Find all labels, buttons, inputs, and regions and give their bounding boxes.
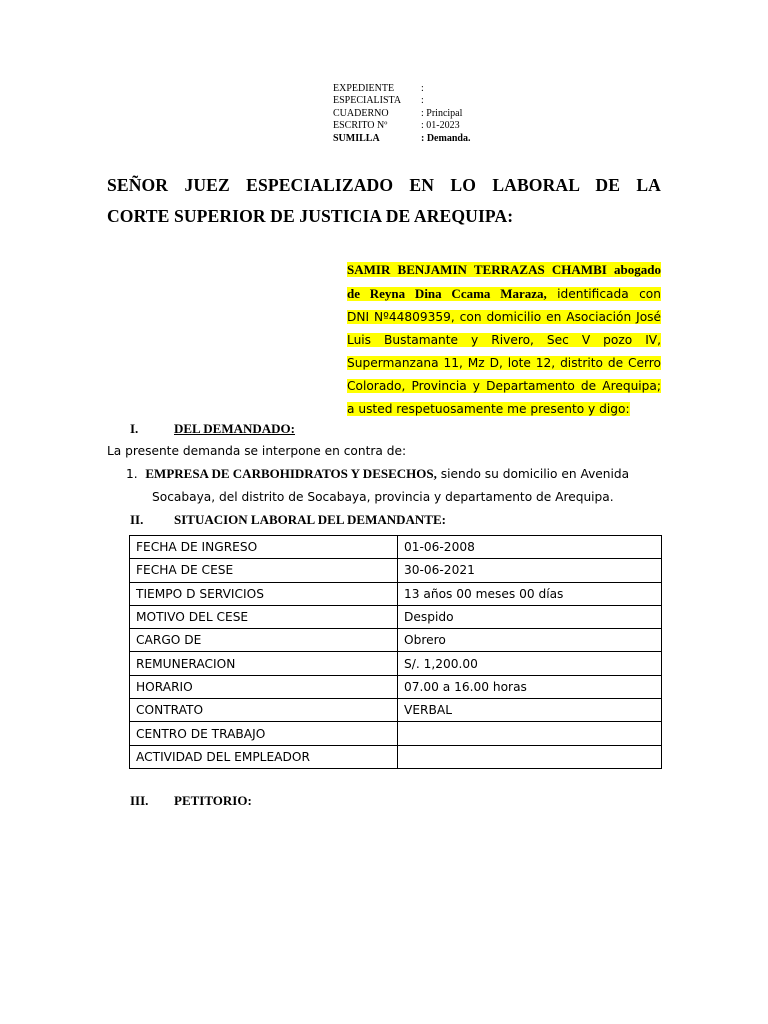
section-number: III. <box>130 793 149 808</box>
header-value: : <box>421 83 424 94</box>
table-cell-value: VERBAL <box>398 699 662 722</box>
header-value: : 01-2023 <box>421 120 460 132</box>
header-row-especialista <box>333 95 470 107</box>
table-cell-value <box>398 722 662 745</box>
section-label: PETITORIO: <box>174 793 252 808</box>
section-number: I. <box>130 421 139 436</box>
table-cell-label: CONTRATO <box>130 699 398 722</box>
header-row-escrito <box>333 120 470 132</box>
list-item-defendant <box>126 466 629 482</box>
demand-intro-text: La presente demanda se interpone en contra de: <box>107 444 407 458</box>
intro-line-1: SAMIR BENJAMIN TERRAZAS CHAMBI abogado <box>347 262 661 277</box>
table-cell-value: Obrero <box>398 629 662 652</box>
intro-line-5: Supermanzana 11, Mz D, lote 12, distrito de Cerro <box>347 356 661 370</box>
header-row-cuaderno <box>333 108 470 120</box>
table-cell-label: TIEMPO D SERVICIOS <box>130 582 398 605</box>
intro-line-2-rest: identificada con <box>546 287 661 301</box>
document-title <box>107 170 661 232</box>
header-key: CUADERNO <box>333 107 389 119</box>
defendant-name: EMPRESA DE CARBOHIDRATOS Y DESECHOS, <box>145 466 437 481</box>
table-cell-label: FECHA DE INGRESO <box>130 536 398 559</box>
table-cell-label: REMUNERACION <box>130 652 398 675</box>
intro-line-3: DNI Nº44809359, con domicilio en Asociación José <box>347 310 661 324</box>
intro-line-7: a usted respetuosamente me presento y digo: <box>347 402 630 416</box>
table-cell-label: FECHA DE CESE <box>130 559 398 582</box>
header-key: ESCRITO Nº <box>333 120 388 132</box>
table-row <box>130 675 662 698</box>
intro-client-name: de Reyna Dina Ccama Maraza, <box>347 286 547 301</box>
table-row <box>130 652 662 675</box>
table-row <box>130 722 662 745</box>
table-cell-label: ACTIVIDAD DEL EMPLEADOR <box>130 745 398 768</box>
header-value: : <box>421 95 424 107</box>
table-cell-label: HORARIO <box>130 675 398 698</box>
section-label: DEL DEMANDADO: <box>174 421 295 436</box>
table-row <box>130 745 662 768</box>
employment-situation-table <box>129 535 662 769</box>
table-cell-value: S/. 1,200.00 <box>398 652 662 675</box>
table-cell-value: 30-06-2021 <box>398 559 662 582</box>
table-row <box>130 559 662 582</box>
header-key: EXPEDIENTE <box>333 83 395 94</box>
table-row <box>130 629 662 652</box>
header-row-sumilla <box>333 133 470 145</box>
intro-paragraph <box>347 258 661 421</box>
intro-line-6: Colorado, Provincia y Departamento de Arequipa; <box>347 379 661 393</box>
case-header <box>333 83 470 145</box>
table-cell-label: MOTIVO DEL CESE <box>130 605 398 628</box>
table-cell-label: CENTRO DE TRABAJO <box>130 722 398 745</box>
table-cell-value: 13 años 00 meses 00 días <box>398 582 662 605</box>
table-row <box>130 699 662 722</box>
defendant-address-continued: Socabaya, del distrito de Socabaya, provincia y departamento de Arequipa. <box>152 490 614 504</box>
header-key: ESPECIALISTA <box>333 95 402 107</box>
intro-line-4: Luis Bustamante y Rivero, Sec V pozo IV, <box>347 333 661 347</box>
title-line-1: SEÑOR JUEZ ESPECIALIZADO EN LO LABORAL DE LA <box>107 175 661 195</box>
header-row-expediente <box>333 83 470 95</box>
list-item-number: 1. <box>126 467 138 481</box>
table-cell-value: Despido <box>398 605 662 628</box>
title-line-2: CORTE SUPERIOR DE JUSTICIA DE AREQUIPA: <box>107 206 514 226</box>
table-row <box>130 605 662 628</box>
table-cell-value: 07.00 a 16.00 horas <box>398 675 662 698</box>
header-value: : Principal <box>421 107 463 119</box>
table-row <box>130 536 662 559</box>
section-label: SITUACION LABORAL DEL DEMANDANTE: <box>174 512 446 527</box>
section-number: II. <box>130 512 144 527</box>
defendant-address-start: siendo su domicilio en Avenida <box>436 467 630 481</box>
table-row <box>130 582 662 605</box>
header-key: SUMILLA <box>333 132 380 144</box>
table-cell-value: 01-06-2008 <box>398 536 662 559</box>
header-value: : Demanda. <box>421 132 471 144</box>
table-cell-label: CARGO DE <box>130 629 398 652</box>
table-cell-value <box>398 745 662 768</box>
